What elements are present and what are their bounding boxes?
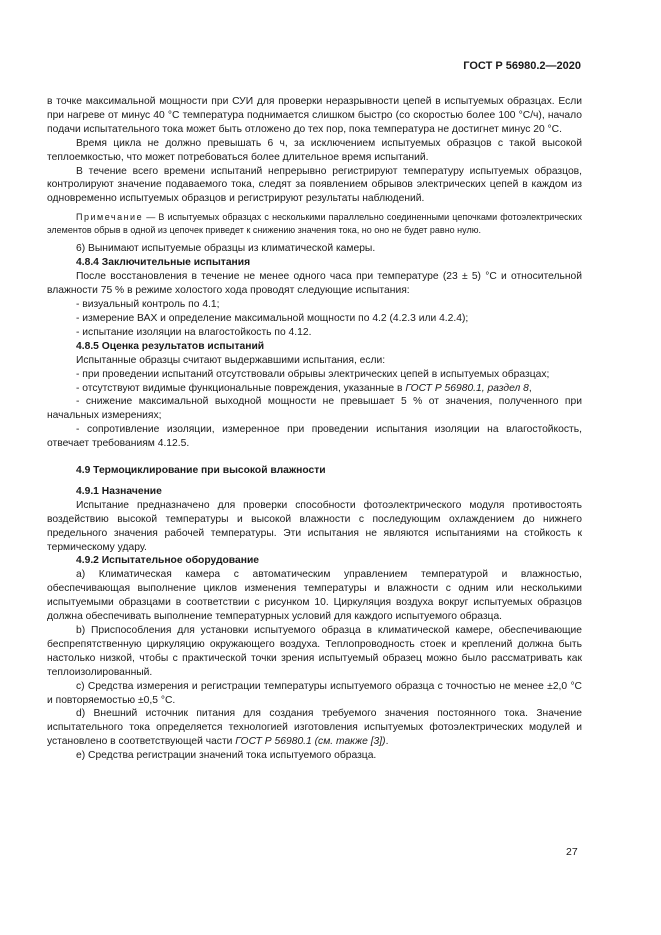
paragraph-text: d) Внешний источник питания для создания требуемого значения постоянного тока. Значение испытательного тока определяется технологией изготовления испытуемых фотоэлектрических модулей и установлено в соответствующей части	[47, 708, 582, 748]
paragraph: В течение всего времени испытаний непрерывно регистрируют температуру испытуемых образцов, контролируют значение подаваемого тока, следят за появлением обрывов электрических цепей в каждом из одновременно испытуемых образцов и регистрируют результаты наблюдений.	[47, 165, 582, 205]
list-item	[47, 382, 582, 396]
paragraph: 6) Вынимают испытуемые образцы из климатической камеры.	[76, 243, 376, 255]
list-item: - при проведении испытаний отсутствовали обрывы электрических цепей в испытуемых образцах;	[76, 368, 550, 380]
paragraph: Испытанные образцы считают выдержавшими испытания, если:	[76, 354, 386, 366]
paragraph: е) Средства регистрации значений тока испытуемого образца.	[76, 750, 377, 762]
note-text: — В испытуемых образцах с несколькими параллельно соединенными цепочками фотоэлектрических элементов обрыв в одной из цепочек приведет к снижению значения тока, но оно не будет равно нулю.	[47, 212, 582, 235]
list-item: - сопротивление изоляции, измеренное при проведении испытания изоляции на влагостойкость, отвечает требованиям 4.12.5.	[47, 424, 582, 450]
list-item: - измерение ВАХ и определение максимальной мощности по 4.2 (4.2.3 или 4.2.4);	[76, 312, 469, 324]
standard-reference: ГОСТ Р 56980.1, раздел 8	[405, 382, 529, 394]
paragraph: Испытание предназначено для проверки способности фотоэлектрического модуля противостоять воздействию высокой температуры и высокой влажности с последующим охлаждением до нижнего предельного значения рабочей температуры. Эти испытания не являются испытаниями на стойкость к термическому удару.	[47, 499, 582, 553]
page-body	[47, 95, 582, 763]
page-number: 27	[566, 846, 578, 858]
list-item-text: ,	[528, 382, 532, 394]
section-heading: 4.9 Термоциклирование при высокой влажности	[76, 465, 326, 477]
list-item: - снижение максимальной выходной мощности не превышает 5 % от значения, полученного при начальных измерениях;	[47, 396, 582, 422]
note	[47, 211, 582, 236]
subsection-heading: 4.8.4 Заключительные испытания	[76, 257, 251, 269]
paragraph: в точке максимальной мощности при СУИ для проверки неразрывности цепей в испытуемых образцах. Если при нагреве от минус 40 °С температура поднимается слишком быстро (со скоростью более 100 °С/ч), начало подачи испытательного тока может быть отложено до тех пор, пока температура не достигнет минус 20 °С.	[47, 96, 582, 135]
paragraph-text: .	[385, 736, 389, 748]
paragraph: Время цикла не должно превышать 6 ч, за исключением испытуемых образцов с такой высокой теплоемкостью, что может потребоваться более длительное время испытаний.	[47, 137, 582, 163]
list-item: - визуальный контроль по 4.1;	[76, 299, 220, 311]
subsection-heading: 4.8.5 Оценка результатов испытаний	[76, 340, 265, 352]
paragraph: c) Средства измерения и регистрации температуры испытуемого образца с точностью не менее ±2,0 °С и повторяемостью ±0,5 °С.	[47, 680, 582, 706]
subsection-heading: 4.9.1 Назначение	[76, 485, 162, 497]
paragraph: После восстановления в течение не менее одного часа при температуре (23 ± 5) °С и относительной влажности 75 % в режиме холостого хода проводят следующие испытания:	[47, 271, 582, 297]
standard-header: ГОСТ Р 56980.2—2020	[463, 60, 581, 72]
paragraph	[47, 707, 582, 749]
note-label: Примечание	[76, 212, 144, 223]
list-item-text: - отсутствуют видимые функциональные повреждения, указанные в	[76, 382, 406, 394]
list-item: - испытание изоляции на влагостойкость по 4.12.	[76, 326, 312, 338]
standard-reference: ГОСТ Р 56980.1 (см. также [3])	[235, 736, 386, 748]
paragraph: b) Приспособления для установки испытуемого образца в климатической камере, обеспечивающие беспрепятственную циркуляцию окружающего воздуха. Теплопроводность стоек и креплений должна быть настолько низкой, чтобы с практической точки зрения испытуемый образец можно было рассматривать как теплоизолированный.	[47, 625, 582, 678]
subsection-heading: 4.9.2 Испытательное оборудование	[76, 555, 259, 567]
paragraph: а) Климатическая камера с автоматическим управлением температурой и влажностью, обеспечивающая выполнение циклов изменения температуры и влажности с одним или несколькими испытуемыми образцами в соответствии с рисунком 10. Циркуляция воздуха вокруг испытуемых образцов должна обеспечивать выполнение температурных условий для каждого испытуемого образца.	[47, 569, 582, 623]
